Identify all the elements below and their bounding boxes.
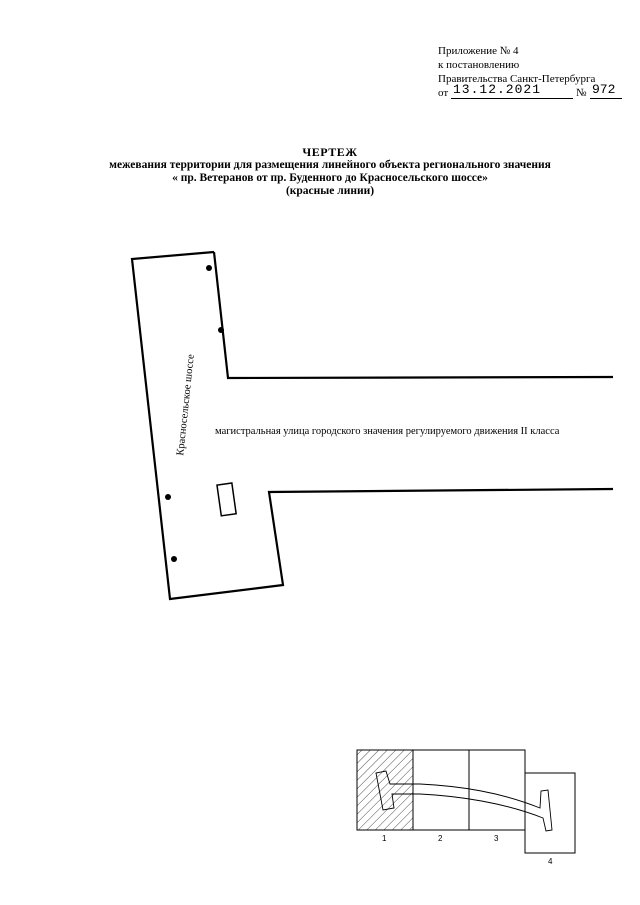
appendix-resolution: к постановлению xyxy=(438,59,520,71)
title-subject: межевания территории для размещения линейного объекта регионального значения xyxy=(109,159,551,171)
boundary-point xyxy=(218,327,224,333)
building-outline xyxy=(217,483,236,516)
road-label: магистральная улица городского значения регулируемого движения II класса xyxy=(215,426,560,437)
title-object: « пр. Ветеранов от пр. Буденного до Красносельского шоссе» xyxy=(172,172,488,184)
boundary-point xyxy=(206,265,212,271)
key-sheet-1-label: 1 xyxy=(382,834,387,843)
boundary-point xyxy=(165,494,171,500)
appendix-number: Приложение № 4 xyxy=(438,45,519,57)
highway-label: Красносельское шоссе xyxy=(175,353,197,457)
key-sheet-4-label: 4 xyxy=(548,857,553,866)
title-main: ЧЕРТЕЖ xyxy=(302,145,358,159)
red-line-highway-right xyxy=(214,252,613,378)
appendix-government: Правительства Санкт-Петербурга xyxy=(438,73,596,85)
date-prefix: от xyxy=(438,87,449,99)
title-red-lines: (красные линии) xyxy=(285,185,375,197)
key-sheet-2-label: 2 xyxy=(438,834,443,843)
key-map xyxy=(357,750,575,853)
key-sheet-3-label: 3 xyxy=(494,834,499,843)
number-prefix: № xyxy=(576,87,587,99)
resolution-number: 972 xyxy=(590,83,622,99)
key-sheet-2 xyxy=(413,750,469,830)
key-sheet-1 xyxy=(357,750,413,830)
resolution-date: 13.12.2021 xyxy=(451,83,573,99)
boundary-point xyxy=(171,556,177,562)
